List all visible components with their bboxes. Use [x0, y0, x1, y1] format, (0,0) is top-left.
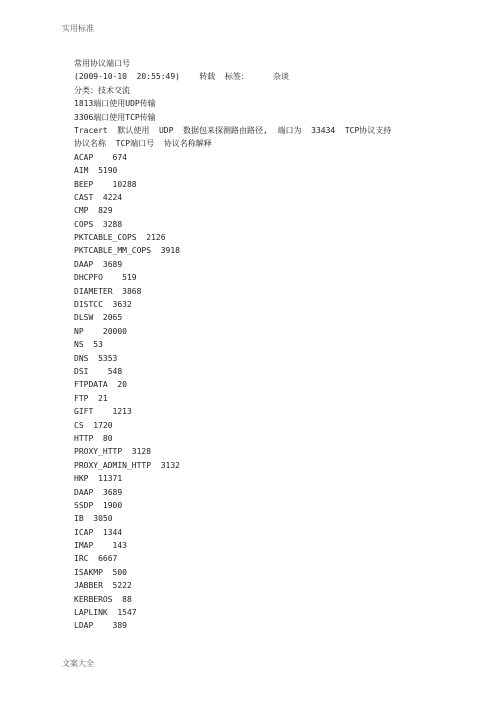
- table-row: AIM 5190: [74, 166, 118, 176]
- table-row: DAAP 3689: [74, 487, 123, 497]
- table-row: DHCPFO 519: [74, 273, 137, 283]
- document-meta: (2009-10-10 20:55:49) 转载 标签： 杂谈: [74, 72, 289, 82]
- protocol-list: [74, 151, 434, 633]
- table-row: COPS 3288: [74, 219, 123, 229]
- table-row: PKTCABLE_COPS 2126: [74, 233, 166, 243]
- table-row: JABBER 5222: [74, 581, 132, 591]
- table-row: PKTCABLE_MM_COPS 3918: [74, 246, 180, 256]
- table-row: PROXY_HTTP 3128: [74, 447, 152, 457]
- document-category: 分类：技术交流: [74, 85, 130, 95]
- document-title: 常用协议端口号: [74, 59, 130, 68]
- table-row: CMP 829: [74, 206, 113, 216]
- table-row: LDAP 389: [74, 621, 127, 631]
- table-row: HTTP 80: [74, 433, 113, 443]
- table-row: LAPLINK 1547: [74, 608, 137, 618]
- page-footer: 文案大全: [62, 659, 94, 668]
- table-row: IRC 6667: [74, 554, 118, 564]
- table-row: KERBEROS 88: [74, 594, 132, 604]
- table-row: FTP 21: [74, 393, 108, 403]
- table-row: NS 53: [74, 340, 103, 350]
- table-row: DISTCC 3632: [74, 300, 132, 310]
- table-row: CAST 4224: [74, 192, 123, 202]
- table-header: 协议名称 TCP端口号 协议名称解释: [74, 139, 212, 149]
- table-row: IB 3050: [74, 514, 113, 524]
- table-row: DLSW 2065: [74, 313, 123, 323]
- table-row: SSDP 1900: [74, 500, 123, 510]
- table-row: DAAP 3689: [74, 259, 123, 269]
- table-row: ISAKMP 500: [74, 567, 127, 577]
- table-row: FTPDATA 20: [74, 380, 127, 390]
- table-row: HKP 11371: [74, 474, 123, 484]
- table-row: BEEP 10288: [74, 179, 137, 189]
- table-row: DIAMETER 3868: [74, 286, 142, 296]
- table-row: ACAP 674: [74, 152, 127, 162]
- table-row: GIFT 1213: [74, 407, 132, 417]
- table-row: IMAP 143: [74, 541, 127, 551]
- table-row: DSI 548: [74, 367, 123, 376]
- note-line: Tracert 默认使用 UDP 数据包来探测路由路径, 端口为 33434 TCP协议支持: [74, 125, 392, 135]
- table-row: ICAP 1344: [74, 527, 123, 537]
- note-line: 3306端口使用TCP传输: [74, 112, 156, 122]
- table-row: DNS 5353: [74, 353, 118, 363]
- page-header: 实用标准: [62, 24, 94, 33]
- table-row: CS 1720: [74, 420, 113, 430]
- note-line: 1813端口使用UDP传输: [74, 99, 156, 109]
- table-row: PROXY_ADMIN_HTTP 3132: [74, 460, 180, 470]
- table-row: NP 20000: [74, 326, 127, 336]
- document-body: [74, 57, 434, 633]
